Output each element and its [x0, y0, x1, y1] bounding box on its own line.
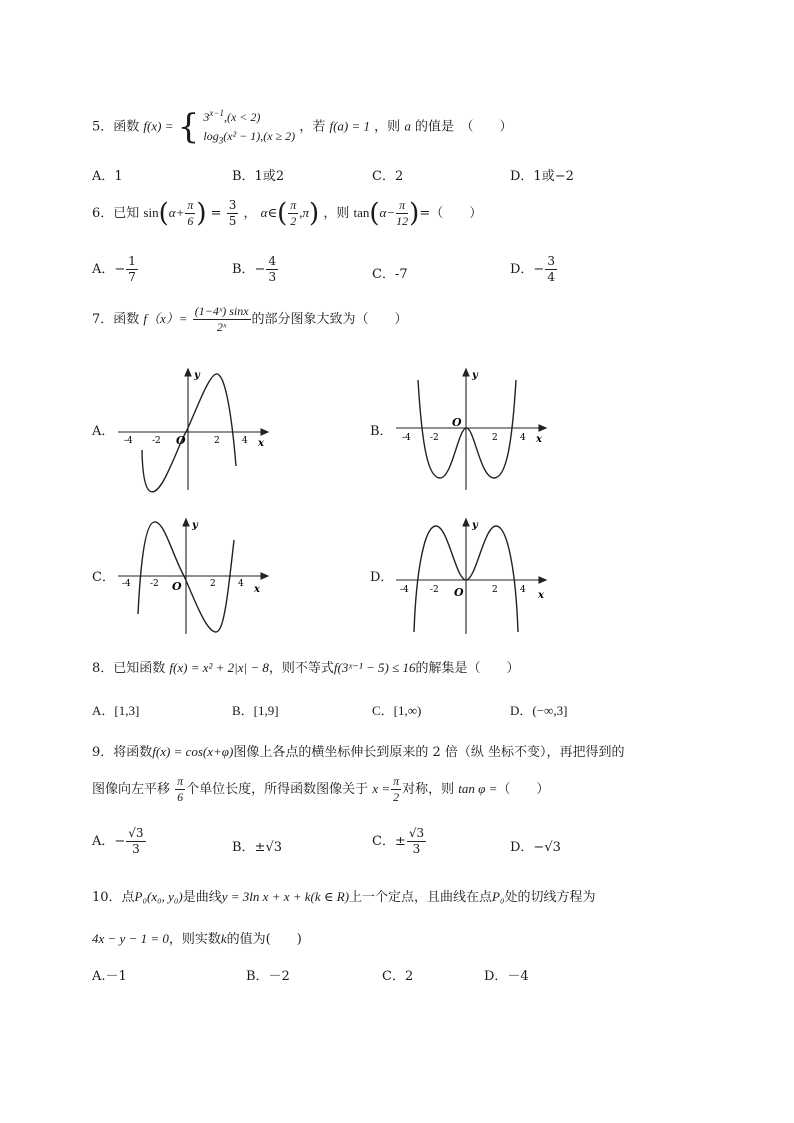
- graph-a-x: x: [258, 438, 264, 449]
- q9-line1-tail: 图像上各点的横坐标伸长到原来的 2 倍（纵 坐标不变），再把得到的: [233, 745, 625, 760]
- graph-b-y: y: [472, 370, 478, 381]
- q9-option-d: D．−√3: [510, 840, 561, 855]
- q7-graph-b: [394, 366, 554, 494]
- q8-tail: 的解集是（ ）: [415, 661, 520, 676]
- q5-tail1: ，则: [374, 119, 401, 135]
- q9-option-c: C．± $\frac{√3}{3}$: [372, 826, 425, 856]
- q9-frac-pi6: $\frac{\pi}{6}$: [177, 774, 184, 804]
- graph-b-tick-n2: -2: [430, 433, 439, 443]
- q5-tail2: 的值是 （ ）: [414, 119, 513, 135]
- q6-then: ，则: [323, 206, 350, 221]
- q7-graph-label-a: A．: [92, 424, 115, 439]
- graph-b-origin: O: [452, 416, 462, 429]
- q6-option-a: A．− $\frac{1}{7}$: [92, 254, 136, 284]
- graph-a-axes: [118, 369, 268, 490]
- q10-option-d: D．－4: [484, 969, 529, 984]
- q9-line2d: （ ）: [497, 782, 550, 797]
- q7-graph-a: [116, 366, 276, 494]
- graph-c-tick-2: 2: [210, 579, 216, 589]
- q9-line2c: 对称，则: [402, 782, 455, 797]
- q5-number: 5．函数: [92, 119, 140, 135]
- q5-option-a: A．1: [92, 169, 123, 184]
- graph-d-tick-n2: -2: [430, 585, 439, 595]
- q7-tail: 的部分图象大致为（ ）: [251, 312, 408, 327]
- graph-d-tick-2: 2: [492, 585, 498, 595]
- q10-line1b: 是曲线: [182, 890, 222, 905]
- q7-graph-c: [116, 514, 276, 638]
- graph-b-tick-2: 2: [492, 433, 498, 443]
- q10-line1d: 处的切线方程为: [504, 890, 596, 905]
- question-8: [92, 657, 520, 676]
- q7-graph-d: [394, 514, 554, 638]
- q8-function: f(x) = x² + 2|x| − 8: [169, 660, 269, 675]
- q6-alpha-minus: α−: [379, 205, 396, 220]
- q10-option-a: A.－1: [92, 969, 127, 984]
- graph-a-tick-n4: -4: [124, 436, 133, 446]
- q8-option-b: B．[1,9]: [232, 703, 279, 718]
- q6-option-d: D．− $\frac{3}{4}$: [510, 254, 555, 284]
- q9-option-a: A．− $\frac{√3}{3}$: [92, 826, 144, 856]
- graph-c-tick-n4: -4: [122, 579, 131, 589]
- graph-b-curve: [418, 380, 516, 478]
- graph-a-curve: [142, 374, 236, 492]
- q10-line2b: 的值为( ): [226, 932, 302, 947]
- q6-frac-3-5: $\frac{3}{5}$: [228, 198, 237, 228]
- question-5: [92, 104, 512, 150]
- question-10-line1: [92, 886, 596, 905]
- graph-b-x: x: [536, 434, 542, 445]
- q8-option-c: C．[1,∞): [372, 703, 422, 718]
- q9-tanphi: tan φ =: [458, 781, 498, 796]
- q10-p0: P₀(x₀, y₀): [134, 889, 183, 904]
- q6-frac-pi2: $\frac{\pi}{2}$: [290, 198, 297, 228]
- q9-line2b: 个单位长度，所得函数图像关于: [186, 782, 369, 797]
- q7-function: f（x）=: [143, 311, 188, 326]
- q5-option-c: C．2: [372, 169, 404, 184]
- graph-d-tick-4: 4: [520, 585, 526, 595]
- q5-piecewise: $3^{x-1},(x < 2)$ $\log_3(x^2 - 1),(x \ge 2)$: [203, 108, 296, 146]
- q10-line1c: 上一个定点，且曲线在点: [349, 890, 493, 905]
- q6-number: 6．已知: [92, 206, 140, 221]
- q9-xeq: x =: [372, 781, 391, 796]
- q5-option-d: D．1或−2: [510, 169, 574, 184]
- graph-b-tick-n4: -4: [402, 433, 411, 443]
- q8-option-d: D．(−∞,3]: [510, 703, 568, 718]
- q5-brace: {: [177, 107, 200, 148]
- q8-mid: ，则不等式: [268, 661, 334, 676]
- q7-graph-label-d: D．: [370, 570, 394, 585]
- q6-frac-pi6: $\frac{\pi}{6}$: [187, 198, 194, 228]
- graph-c-tick-4: 4: [238, 579, 244, 589]
- q9-line2a: 图像向左平移: [92, 782, 171, 797]
- graph-c-y: y: [192, 520, 198, 531]
- graph-b-tick-4: 4: [520, 433, 526, 443]
- q10-tangent: 4x − y − 1 = 0: [92, 931, 169, 946]
- q6-eq: =: [210, 206, 222, 221]
- graph-d-x: x: [538, 590, 544, 601]
- graph-a-tick-4: 4: [242, 436, 248, 446]
- q8-option-a: A．[1,3]: [92, 703, 140, 718]
- q9-function: f(x) = cos(x+φ): [152, 744, 234, 759]
- q8-number: 8．已知函数: [92, 661, 166, 676]
- graph-c-origin: O: [172, 580, 182, 593]
- q9-frac-pi2: $\frac{\pi}{2}$: [393, 774, 400, 804]
- graph-a-y: y: [194, 370, 200, 381]
- q5-option-b: B．1或2: [232, 169, 285, 184]
- graph-d-tick-n4: -4: [400, 585, 409, 595]
- q5-mid: ，若: [299, 119, 326, 135]
- q6-option-b: B．− $\frac{4}{3}$: [232, 254, 277, 284]
- q6-alpha-plus: α+: [168, 205, 185, 220]
- q6-alpha-in: α∈: [260, 205, 278, 220]
- q5-function: f(x) =: [143, 118, 174, 134]
- q6-tail: =（ ）: [419, 206, 483, 221]
- q10-option-c: C．2: [382, 969, 414, 984]
- q10-k: k: [220, 931, 227, 946]
- graph-d-y: y: [472, 520, 478, 531]
- question-6: 6．已知 sin(α+ $\frac{\pi}{6}$ ) = $\frac{3}{5}$ ， α∈( $\frac{\pi}{2}$ ,π) ，则 tan(α− $\frac{\pi}{12}$ )=（ ）: [92, 198, 483, 229]
- q7-graph-label-b: B．: [370, 424, 393, 439]
- question-7: [92, 304, 408, 335]
- question-9-line2: [92, 774, 549, 805]
- q6-mid: ，: [243, 206, 257, 221]
- graph-a-tick-n2: -2: [152, 436, 161, 446]
- q9-option-b: B．±√3: [232, 840, 283, 855]
- q10-line2a: ，则实数: [168, 932, 221, 947]
- q6-option-c: C．-7: [372, 267, 408, 282]
- graph-a-tick-2: 2: [214, 436, 220, 446]
- q5-condition: f(a) = 1: [329, 118, 371, 134]
- q10-p0b: P₀: [492, 889, 505, 904]
- graph-d-origin: O: [454, 586, 464, 599]
- q10-option-b: B．－2: [246, 969, 290, 984]
- q6-pi-end: ,π: [299, 205, 310, 220]
- q6-sin: sin: [143, 205, 159, 220]
- q5-var: a: [404, 118, 411, 134]
- q7-fraction: $\frac{\text{(1−4ˣ) sinx}}{\text{2ˣ}}$: [194, 304, 249, 334]
- q6-tan: tan: [353, 205, 370, 220]
- question-9-line1: [92, 741, 625, 760]
- graph-c-x: x: [254, 584, 260, 595]
- graph-c-tick-n2: -2: [150, 579, 159, 589]
- q8-inequality: f(3ˣ⁻¹ − 5) ≤ 16: [333, 660, 416, 675]
- graph-a-origin: O: [176, 434, 186, 447]
- q6-frac-pi12: $\frac{\pi}{12}$: [396, 198, 409, 228]
- question-10-line2: [92, 928, 302, 947]
- q7-graph-label-c: C．: [92, 570, 115, 585]
- q9-number: 9．将函数: [92, 745, 153, 760]
- q10-curve: y = 3ln x + x + k(k ∈ R): [221, 889, 350, 904]
- q10-number: 10．点: [92, 890, 135, 905]
- q7-number: 7．函数: [92, 312, 140, 327]
